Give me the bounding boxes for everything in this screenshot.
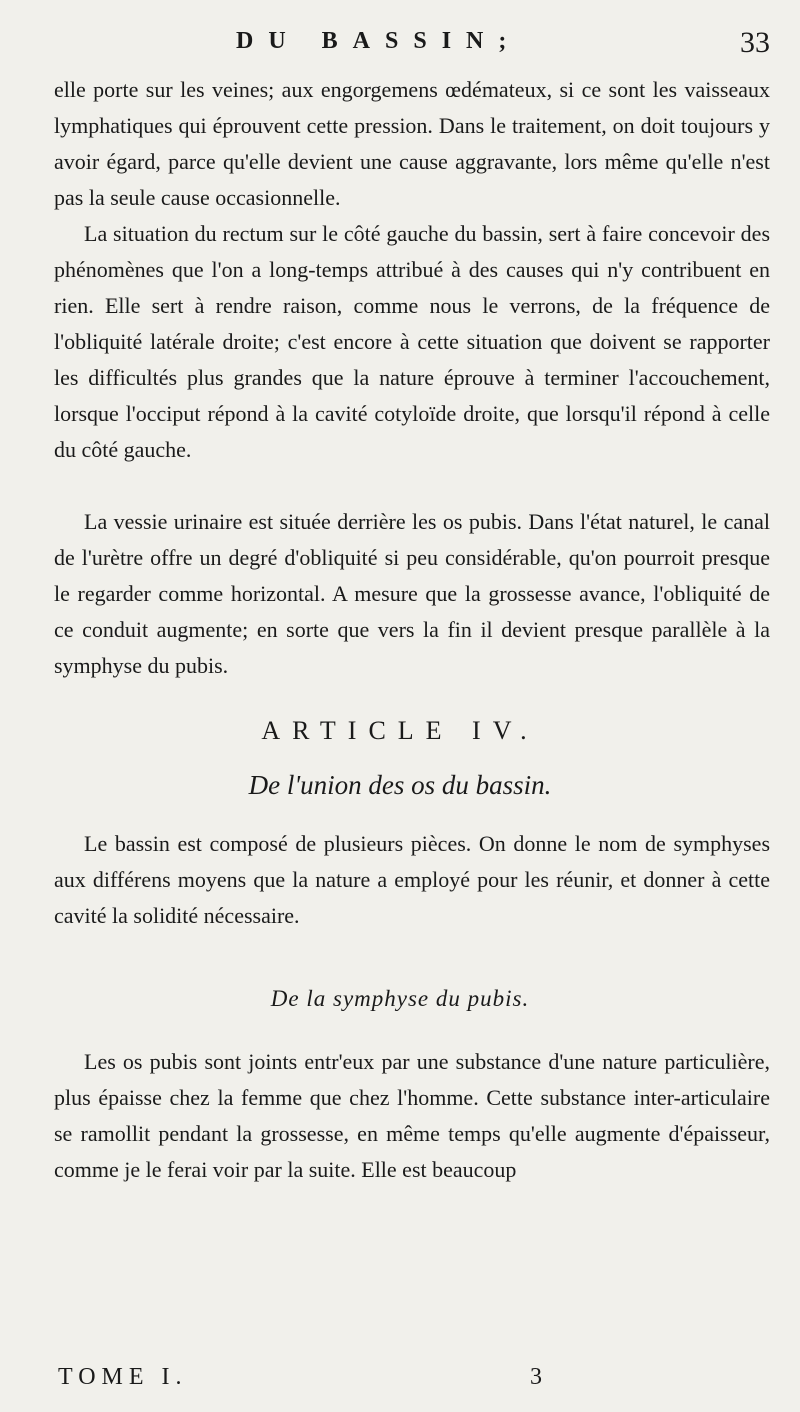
paragraph-5-block: [54, 1044, 770, 1188]
running-head: [0, 22, 800, 62]
paragraph-4-block: [54, 826, 770, 934]
page-footer: [0, 1364, 800, 1400]
paragraph-2: La situation du rectum sur le côté gauche du bassin, sert à faire concevoir des phénomènes que l'on a long-temps attribué à des causes qui n'y contribuent en rien. Elle sert à rendre raison, comme nous le verrons, de la fréquence de l'obliquité latérale droite; c'est encore à cette situation que doivent se rapporter les difficultés plus grandes que la nature éprouve à terminer l'accouchement, lorsque l'occiput répond à la cavité cotyloïde droite, que lorsqu'il répond à celle du côté gauche.: [54, 221, 770, 462]
paragraph-3-block: [54, 504, 770, 684]
paragraph-2-block: [54, 216, 770, 468]
page-number: 33: [740, 26, 770, 59]
tome-label: TOME I.: [58, 1364, 188, 1390]
paragraph-5: Les os pubis sont joints entr'eux par une substance d'une nature particulière, plus épaisse chez la femme que chez l'homme. Cette substance inter-articulaire se ramollit pendant la grossesse, en même temps qu'elle augmente d'épaisseur, comme je le ferai voir par la suite. Elle est beaucoup: [54, 1049, 770, 1182]
paragraph-4: Le bassin est composé de plusieurs pièces. On donne le nom de symphyses aux différens moyens que la nature a employé pour les réunir, et donner à cette cavité la solidité nécessaire.: [54, 831, 770, 928]
signature-mark: 3: [530, 1364, 542, 1390]
section-heading: De l'union des os du bassin.: [248, 770, 552, 800]
paragraph-1: elle porte sur les veines; aux engorgemens œdémateux, si ce sont les vaisseaux lymphatiques qui éprouvent cette pression. Dans le traitement, on doit toujours y avoir égard, parce qu'elle devient une cause aggravante, lors même qu'elle n'est pas la seule cause occasionnelle.: [54, 77, 770, 210]
running-title: DU BASSIN;: [236, 28, 522, 54]
article-heading: ARTICLE IV.: [261, 716, 539, 745]
subsection-heading: De la symphyse du pubis.: [270, 986, 530, 1011]
paragraph-1-block: [54, 72, 770, 216]
paragraph-3: La vessie urinaire est située derrière les os pubis. Dans l'état naturel, le canal de l'urètre offre un degré d'obliquité si peu considérable, qu'on pourroit presque le regarder comme horizontal. A mesure que la grossesse avance, l'obliquité de ce conduit augmente; en sorte que vers la fin il devient presque parallèle à la symphyse du pubis.: [54, 509, 770, 678]
